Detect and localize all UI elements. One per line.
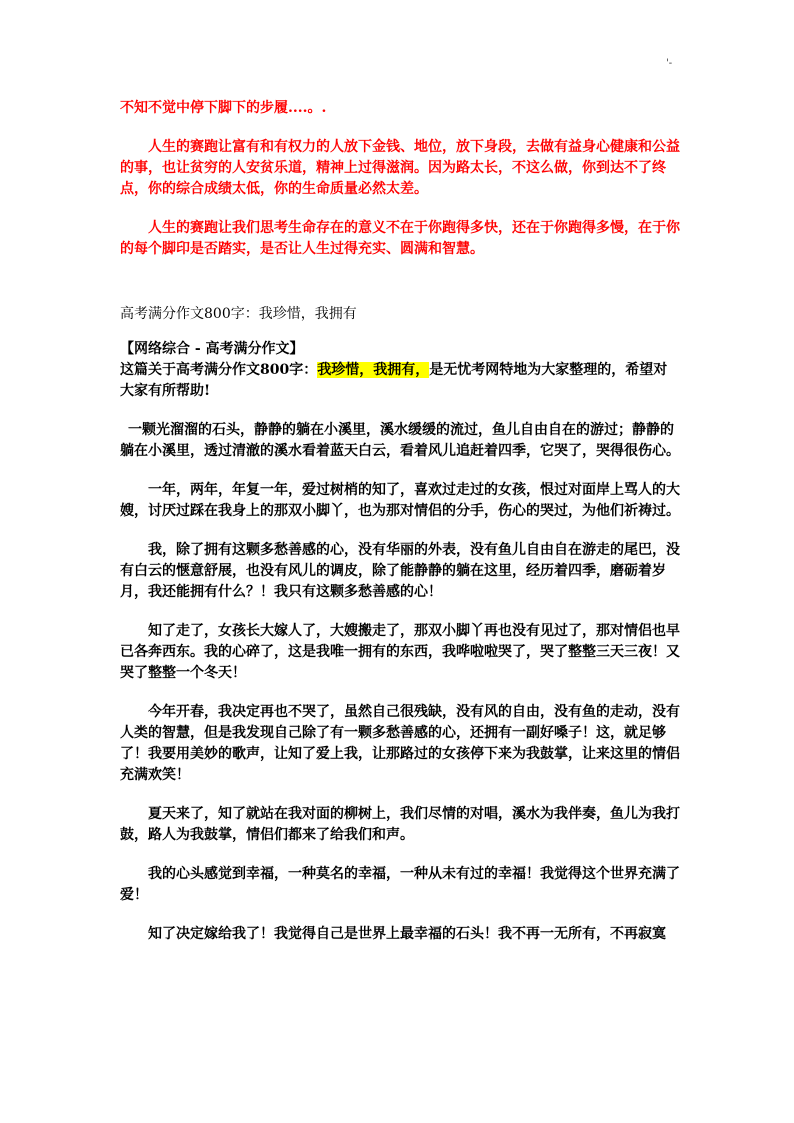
body-paragraph: 夏天来了，知了就站在我对面的柳树上，我们尽情的对唱，溪水为我伴奏，鱼儿为我打鼓，路人为我鼓掌，情侣们都来了给我们和声。: [120, 806, 680, 843]
article-intro: [120, 360, 680, 402]
red-paragraph-2: 人生的赛跑让我们思考生命存在的意义不在于你跑得多快，还在于你跑得多慢，在于你的每个脚印是否踏实，是否让人生过得充实、圆满和智慧。: [120, 220, 680, 257]
intro-highlight: 我珍惜，我拥有，: [317, 362, 430, 378]
corner-mark: '-: [666, 58, 673, 69]
red-paragraph-1: 人生的赛跑让富有和有权力的人放下金钱、地位，放下身段，去做有益身心健康和公益的事，也让贫穷的人安贫乐道，精神上过得滋润。因为路太长，不这么做，你到达不了终点，你的综合成绩太低，你的生命质量必然太差。: [120, 139, 680, 197]
body-paragraph: 一颗光溜溜的石头，静静的躺在小溪里，溪水缓缓的流过，鱼儿自由自在的游过；静静的躺在小溪里，透过清澈的溪水看着蓝天白云，看着风儿追赶着四季，它哭了，哭得很伤心。: [120, 422, 680, 459]
body-paragraph: 今年开春，我决定再也不哭了，虽然自己很残缺，没有风的自由，没有鱼的走动，没有人类的智慧，但是我发现自己除了有一颗多愁善感的心，还拥有一副好嗓子！这，就足够了！我要用美妙的歌声，让知了爱上我，让那路过的女孩停下来为我鼓掌，让来这里的情侣充满欢笑！: [120, 704, 680, 783]
intro-suffix: 是无忧考网特地为大家整理的，希望对大家有所帮助!: [120, 362, 668, 399]
body-paragraph: 我，除了拥有这颗多愁善感的心，没有华丽的外表，没有鱼儿自由自在游走的尾巴，没有白云的惬意舒展，也没有风儿的调皮，除了能静静的躺在这里，经历着四季，磨砺着岁月，我还能拥有什么？！我只有这颗多愁善感的心！: [120, 542, 680, 600]
body-paragraph: 一年，两年，年复一年，爱过树梢的知了，喜欢过走过的女孩，恨过对面岸上骂人的大嫂，讨厌过踩在我身上的那双小脚丫，也为那对情侣的分手，伤心的哭过，为他们祈祷过。: [120, 482, 680, 519]
document-page: [120, 98, 680, 945]
body-paragraph: 知了走了，女孩长大嫁人了，大嫂搬走了，那双小脚丫再也没有见过了，那对情侣也早已各奔西东。我的心碎了，这是我唯一拥有的东西，我哗啦啦哭了，哭了整整三天三夜！又哭了整整一个冬天！: [120, 623, 680, 681]
body-paragraph: 我的心头感觉到幸福，一种莫名的幸福，一种从未有过的幸福！我觉得这个世界充满了爱！: [120, 866, 680, 903]
intro-prefix: 这篇关于高考满分作文800字：: [120, 362, 318, 378]
article-source: 【网络综合 - 高考满分作文】: [120, 341, 304, 357]
article-title: 高考满分作文800字：我珍惜，我拥有: [120, 306, 357, 322]
body-paragraph: 知了决定嫁给我了！我觉得自己是世界上最幸福的石头！我不再一无所有，不再寂寞: [148, 926, 666, 942]
red-line: 不知不觉中停下脚下的步履....。.: [120, 100, 327, 116]
